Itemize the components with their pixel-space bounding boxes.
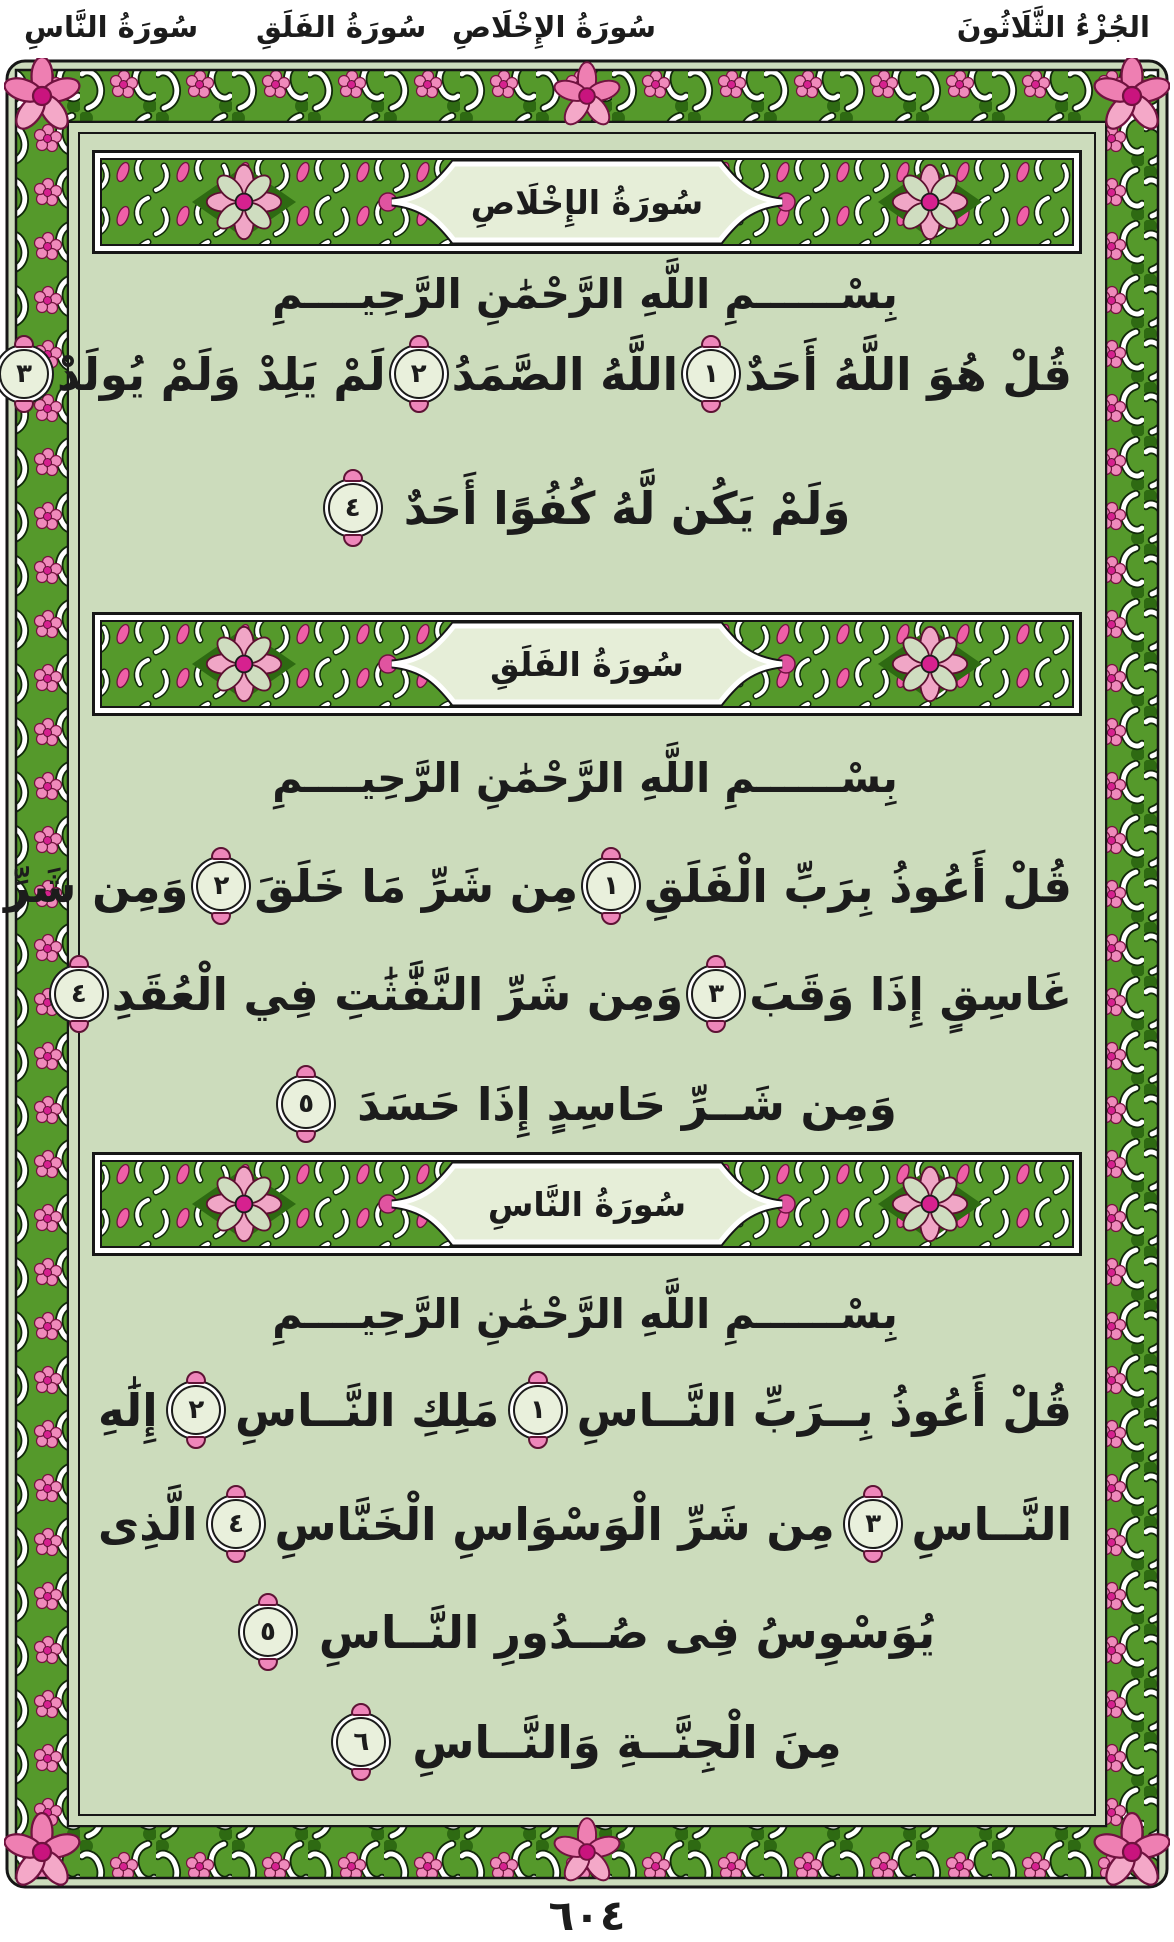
verse-line [98,1476,1072,1572]
verse-marker [586,861,636,911]
verse-text: النَّــاسِ [911,1497,1072,1551]
verse-marker [171,1385,221,1435]
verse-number: ٢ [188,1395,205,1425]
page-header [0,6,1174,60]
surah-banner-ikhlas [92,150,1082,254]
surah-title-falaq: سُورَةُ الفَلَقِ [490,644,684,684]
verse-marker [0,349,49,399]
verse-line [98,1362,1072,1458]
verse-text: إِلَٰهِ [98,1383,158,1437]
verse-number: ٣ [16,359,32,389]
surah-title-nas: سُورَةُ النَّاسِ [487,1184,687,1224]
bismillah-line: بِسْــــــمِ اللَّهِ الرَّحْمَٰنِ الرَّحِيــــمِ [272,1290,898,1338]
verse-marker [196,861,246,911]
verse-number: ٣ [708,979,725,1009]
page-number: ٦٠٤ [548,1890,626,1940]
verse-marker [691,969,741,1019]
verse-text: اللَّهُ الصَّمَدُ [451,347,679,401]
verse-marker [54,969,104,1019]
verse-text: وَمِن شَــرِّ حَاسِدٍ إِذَا حَسَدَ [357,1077,897,1131]
verse-marker [328,483,378,533]
verse-number: ٢ [410,359,427,389]
verse-number: ٣ [865,1509,882,1539]
verse-marker [513,1385,563,1435]
verse-number: ٤ [70,979,87,1009]
verse-number: ٥ [259,1617,276,1647]
verse-marker [686,349,736,399]
verse-number: ١ [603,871,620,901]
verse-text: وَمِن شَرِّ النَّفَّٰثَٰتِ فِي الْعُقَدِ [111,967,684,1021]
surah-banner-nas [92,1152,1082,1256]
verse-marker [243,1607,293,1657]
bismillah-line: بِسْــــــمِ اللَّهِ الرَّحْمَٰنِ الرَّحِيــــمِ [272,754,898,802]
verse-number: ٦ [353,1727,370,1757]
verse-text: مِنَ الْجِنَّــةِ وَالنَّــاسِ [412,1715,842,1769]
verse-text: مِن شَرِّ مَا خَلَقَ [254,859,579,913]
verse-number: ٤ [228,1509,244,1539]
verse-text: مِن شَرِّ الْوَسْوَاسِ الْخَنَّاسِ [274,1497,835,1551]
verse-marker [848,1499,898,1549]
header-surah-nas: سُورَةُ النَّاسِ [24,10,199,44]
juz-label: الجُزْءُ الثَّلَاثُونَ [956,10,1150,44]
verse-text: الَّذِى [98,1497,198,1551]
verse-text: يُوَسْوِسُ فِى صُــدُورِ النَّــاسِ [318,1605,936,1659]
header-surah-ikhlas: سُورَةُ الإِخْلَاصِ [452,10,657,44]
header-surah-falaq: سُورَةُ الفَلَقِ [256,10,427,44]
verse-line [98,460,1072,556]
verse-text: قُلْ أَعُوذُ بِرَبِّ الْفَلَقِ [644,859,1072,913]
verse-number: ٢ [213,871,230,901]
verse-text: لَمْ يَلِدْ وَلَمْ يُولَدْ [57,347,386,401]
verse-number: ١ [703,359,720,389]
verse-number: ٤ [344,493,361,523]
verse-line [98,1584,1072,1680]
verse-text: وَلَمْ يَكُن لَّهُ كُفُوًا أَحَدٌ [403,481,851,535]
verse-line [98,1694,1072,1790]
verse-line [16,326,1072,422]
bismillah-line: بِسْــــــمِ اللَّهِ الرَّحْمَٰنِ الرَّحِيــــمِ [272,270,898,318]
verse-text: مَلِكِ النَّــاسِ [234,1383,500,1437]
verse-text: غَاسِقٍ إِذَا وَقَبَ [749,967,1072,1021]
verse-marker [394,349,444,399]
verse-marker [211,1499,261,1549]
verse-text: قُلْ هُوَ اللَّهُ أَحَدٌ [744,347,1072,401]
verse-line [4,838,1072,934]
surah-banner-falaq [92,612,1082,716]
verse-number: ٥ [298,1089,315,1119]
verse-text: قُلْ أَعُوذُ بِــرَبِّ النَّــاسِ [576,1383,1072,1437]
verse-text: وَمِن شَرِّ [4,859,189,913]
verse-marker [336,1717,386,1767]
verse-marker [281,1079,331,1129]
verse-number: ١ [529,1395,546,1425]
verse-line [70,946,1072,1042]
verse-line [98,1056,1072,1152]
surah-title-ikhlas: سُورَةُ الإِخْلَاصِ [470,182,704,222]
